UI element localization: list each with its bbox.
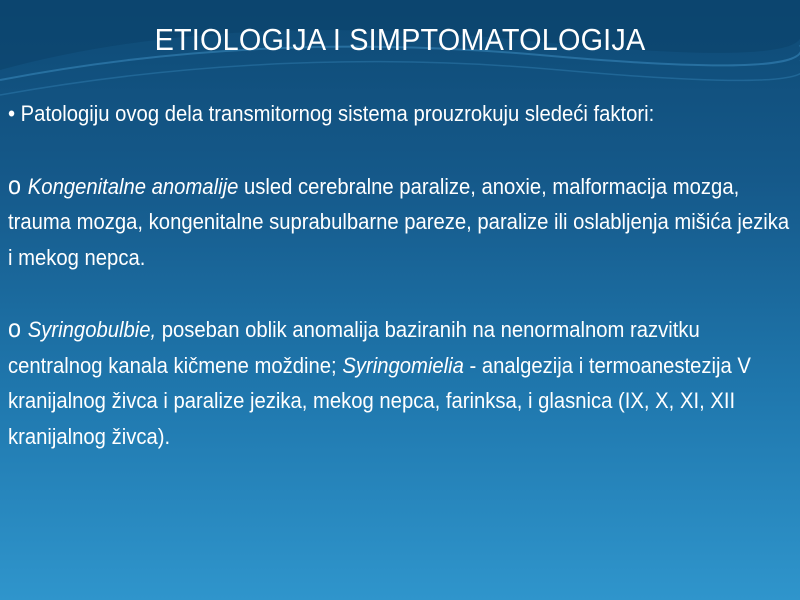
- bullet-dot-icon: •: [8, 101, 16, 126]
- bullet-circle-icon: o: [8, 313, 22, 343]
- item-syringobulbia: [8, 311, 794, 454]
- bullet-circle-icon: o: [8, 169, 22, 200]
- intro-text: Patologiju ovog dela transmitornog sistema prouzrokuju sledeći faktori:: [20, 101, 655, 126]
- item-syringomielia-term: Syringomielia: [342, 352, 464, 378]
- item-congenital-text: usled cerebralne paralize, anoxie, malformacija mozga, trauma mozga, kongenitalne suprabulbarne pareze, paralize ili oslabljenja mišića jezika i mekog nepca.: [8, 173, 790, 270]
- item-congenital: [8, 168, 794, 276]
- item-syringobulbia-text-b: - analgezija i termoanestezija V kranijalnog živca i paralize jezika, mekog nepca, farinksa, i glasnica (IX, X, XI, XII kranijalnog živca).: [8, 352, 751, 449]
- slide-body: [8, 96, 794, 454]
- slide-title: ETIOLOGIJA I SIMPTOMATOLOGIJA: [154, 22, 646, 57]
- item-syringobulbia-text-a: poseban oblik anomalija baziranih na nenormalnom razvitku centralnog kanala kičmene moždine;: [8, 317, 700, 378]
- item-congenital-term: Kongenitalne anomalije: [27, 173, 239, 199]
- intro-paragraph: [8, 96, 794, 132]
- item-syringobulbia-term: Syringobulbie,: [27, 317, 157, 342]
